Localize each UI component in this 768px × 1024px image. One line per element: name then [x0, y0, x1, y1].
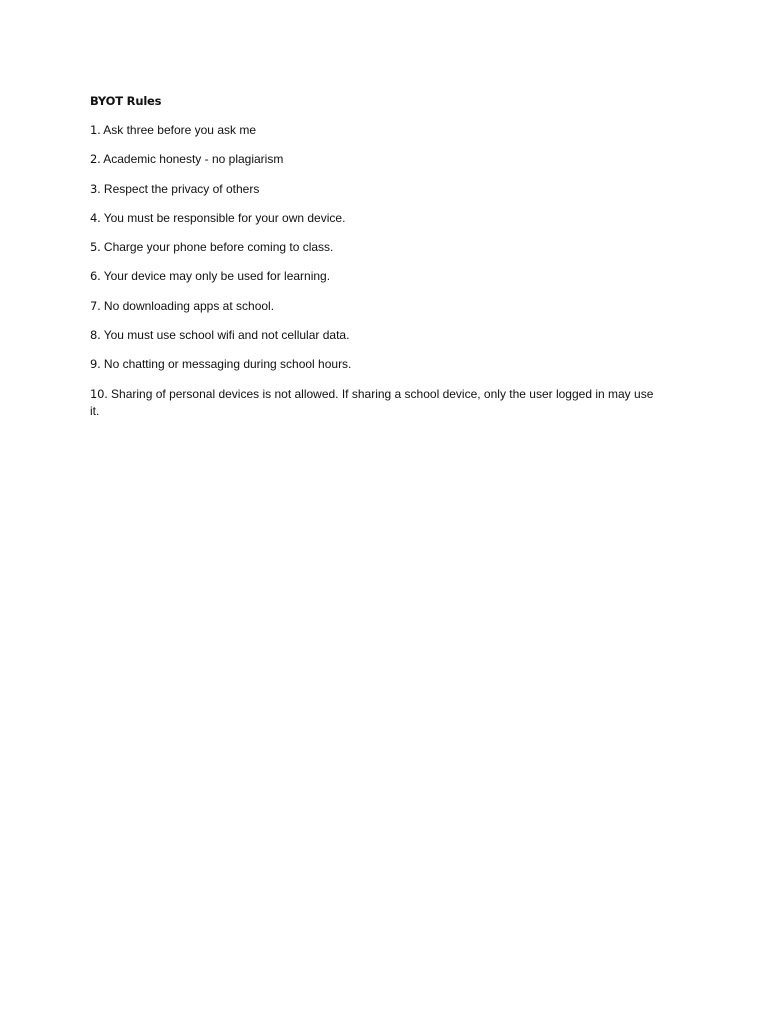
rule-item-6	[90, 268, 665, 285]
rule-number: 5.	[90, 240, 101, 255]
rule-text: Your device may only be used for learning.	[103, 269, 331, 284]
rule-item-5	[90, 239, 665, 256]
rule-item-7	[90, 298, 665, 315]
rule-number: 9.	[90, 357, 101, 372]
rule-number: 7.	[90, 298, 101, 313]
rule-item-4	[90, 210, 665, 227]
rule-item-3	[90, 181, 665, 198]
document-title: BYOT Rules	[90, 94, 162, 108]
rule-item-10	[90, 386, 665, 420]
rule-text: You must use school wifi and not cellular data.	[103, 328, 350, 343]
rule-item-8	[90, 327, 665, 344]
rule-number: 8.	[90, 328, 101, 343]
rules-list	[90, 122, 665, 432]
rule-text: You must be responsible for your own device.	[103, 210, 346, 225]
rule-number: 10.	[90, 386, 108, 401]
rule-item-2	[90, 151, 665, 168]
rule-text: Charge your phone before coming to class.	[103, 240, 334, 255]
rule-text: Respect the privacy of others	[103, 181, 260, 196]
rule-text: No downloading apps at school.	[103, 298, 275, 313]
rule-text: Sharing of personal devices is not allowed. If sharing a school device, only the user logged in may use it.	[90, 386, 654, 418]
rule-number: 6.	[90, 269, 101, 284]
rule-text: No chatting or messaging during school hours.	[103, 357, 352, 372]
rule-number: 4.	[90, 210, 101, 225]
rule-item-1	[90, 122, 665, 139]
rule-number: 1.	[90, 123, 101, 137]
rule-text: Academic honesty - no plagiarism	[103, 152, 284, 167]
rule-number: 2.	[90, 152, 101, 167]
rule-text: Ask three before you ask me	[103, 123, 256, 137]
rule-number: 3.	[90, 181, 101, 196]
rule-item-9	[90, 356, 665, 373]
